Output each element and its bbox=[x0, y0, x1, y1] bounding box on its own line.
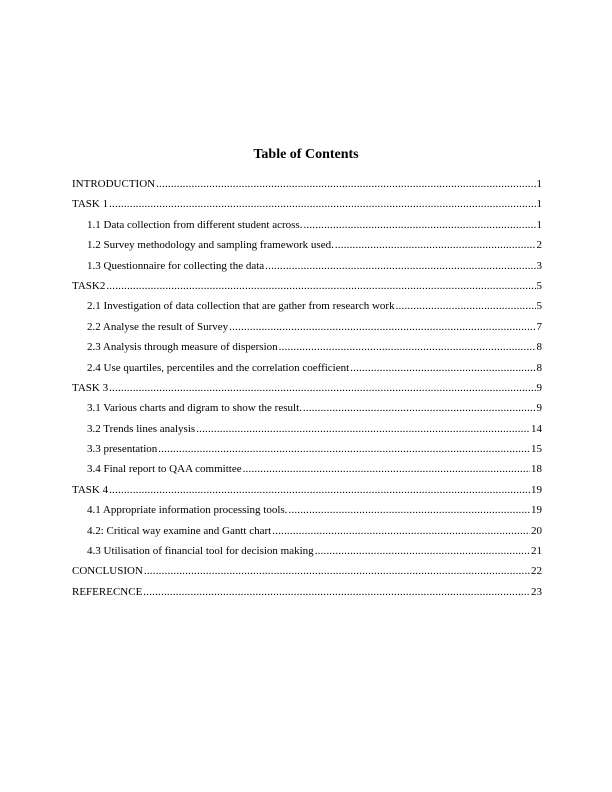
toc-entry-page-number: 18 bbox=[531, 463, 542, 476]
toc-title: Table of Contents bbox=[253, 147, 359, 162]
toc-entry[interactable] bbox=[72, 215, 542, 235]
toc-entry-label: 3.2 Trends lines analysis bbox=[87, 422, 196, 435]
toc-dot-leader bbox=[272, 521, 530, 541]
toc-dot-leader bbox=[196, 419, 530, 439]
toc-entry-label: 3.1 Various charts and digram to show the result. bbox=[87, 402, 302, 415]
toc-entry-page-number: 15 bbox=[531, 443, 542, 456]
toc-entry[interactable] bbox=[72, 582, 542, 602]
toc-entry[interactable] bbox=[72, 459, 542, 479]
toc-dot-leader bbox=[143, 582, 530, 602]
toc-entry[interactable] bbox=[72, 317, 542, 337]
toc-dot-leader bbox=[109, 194, 535, 214]
toc-dot-leader bbox=[229, 317, 535, 337]
toc-entry[interactable] bbox=[72, 439, 542, 459]
toc-entry-label: 2.2 Analyse the result of Survey bbox=[87, 320, 229, 333]
toc-entry-label: 1.1 Data collection from different student across. bbox=[87, 218, 303, 231]
toc-entry-page-number: 5 bbox=[536, 300, 542, 313]
toc-entry-page-number: 23 bbox=[531, 585, 542, 598]
toc-dot-leader bbox=[106, 276, 535, 296]
toc-entry[interactable] bbox=[72, 296, 542, 316]
toc-entry[interactable] bbox=[72, 276, 542, 296]
toc-entry-label: TASK 3 bbox=[72, 381, 109, 394]
toc-entry-label: 1.2 Survey methodology and sampling framework used. bbox=[87, 239, 334, 252]
toc-entry-page-number: 9 bbox=[536, 402, 542, 415]
toc-entry[interactable] bbox=[72, 174, 542, 194]
toc-dot-leader bbox=[156, 174, 535, 194]
toc-entry-page-number: 21 bbox=[531, 545, 542, 558]
toc-entry-page-number: 8 bbox=[536, 341, 542, 354]
toc-dot-leader bbox=[243, 459, 530, 479]
toc-entry[interactable] bbox=[72, 500, 542, 520]
toc-entry[interactable] bbox=[72, 378, 542, 398]
toc-entry-page-number: 7 bbox=[536, 320, 542, 333]
toc-entry[interactable] bbox=[72, 337, 542, 357]
toc-entry-page-number: 5 bbox=[536, 279, 542, 292]
toc-entry-page-number: 3 bbox=[536, 259, 542, 272]
toc-entry-label: TASK 4 bbox=[72, 483, 109, 496]
toc-entry[interactable] bbox=[72, 561, 542, 581]
toc-entry-page-number: 1 bbox=[536, 218, 542, 231]
toc-dot-leader bbox=[279, 337, 536, 357]
toc-entry-label: 2.4 Use quartiles, percentiles and the correlation coefficient bbox=[87, 361, 350, 374]
toc-entry-page-number: 19 bbox=[531, 504, 542, 517]
toc-entry-label: 3.3 presentation bbox=[87, 443, 158, 456]
toc-entry-label: 2.1 Investigation of data collection that are gather from research work bbox=[87, 300, 395, 313]
toc-entry-page-number: 8 bbox=[536, 361, 542, 374]
toc-entry-page-number: 1 bbox=[536, 198, 542, 211]
toc-entry[interactable] bbox=[72, 256, 542, 276]
toc-entry[interactable] bbox=[72, 521, 542, 541]
toc-dot-leader bbox=[288, 500, 530, 520]
toc-entry[interactable] bbox=[72, 235, 542, 255]
toc-entry-label: REFERECNCE bbox=[72, 585, 143, 598]
toc-entry-label: INTRODUCTION bbox=[72, 178, 156, 190]
toc-dot-leader bbox=[350, 358, 535, 378]
toc-entry-label: 1.3 Questionnaire for collecting the data bbox=[87, 259, 265, 272]
toc-dot-leader bbox=[315, 541, 530, 561]
toc-entry[interactable] bbox=[72, 358, 542, 378]
toc-dot-leader bbox=[303, 398, 536, 418]
toc-entry[interactable] bbox=[72, 194, 542, 214]
toc-entry[interactable] bbox=[72, 398, 542, 418]
toc-entry-label: 4.1 Appropriate information processing tools. bbox=[87, 504, 288, 517]
toc-entry-label: 2.3 Analysis through measure of dispersion bbox=[87, 341, 278, 354]
toc-dot-leader bbox=[109, 378, 535, 398]
toc-entry-label: CONCLUSION bbox=[72, 565, 143, 578]
toc-entry-page-number: 1 bbox=[536, 178, 542, 190]
toc-dot-leader bbox=[335, 235, 536, 255]
toc-entry-page-number: 22 bbox=[531, 565, 542, 578]
toc-entry[interactable] bbox=[72, 480, 542, 500]
toc-entry[interactable] bbox=[72, 419, 542, 439]
toc-entry-label: 4.2: Critical way examine and Gantt chart bbox=[87, 524, 272, 537]
toc-dot-leader bbox=[109, 480, 530, 500]
toc-entry-label: TASK 1 bbox=[72, 198, 109, 211]
toc-dot-leader bbox=[144, 561, 530, 581]
toc-entry-page-number: 19 bbox=[531, 483, 542, 496]
toc-entry-page-number: 9 bbox=[536, 381, 542, 394]
toc-dot-leader bbox=[265, 256, 535, 276]
toc-entry-label: 4.3 Utilisation of financial tool for decision making bbox=[87, 545, 314, 558]
toc-entry-page-number: 2 bbox=[536, 239, 542, 252]
toc-dot-leader bbox=[303, 215, 535, 235]
toc-entry-page-number: 14 bbox=[531, 422, 542, 435]
toc-dot-leader bbox=[396, 296, 536, 316]
toc-list bbox=[72, 174, 542, 602]
toc-entry-label: 3.4 Final report to QAA committee bbox=[87, 463, 242, 476]
toc-entry-page-number: 20 bbox=[531, 524, 542, 537]
toc-entry-label: TASK2 bbox=[72, 279, 106, 292]
toc-entry[interactable] bbox=[72, 541, 542, 561]
toc-dot-leader bbox=[158, 439, 530, 459]
